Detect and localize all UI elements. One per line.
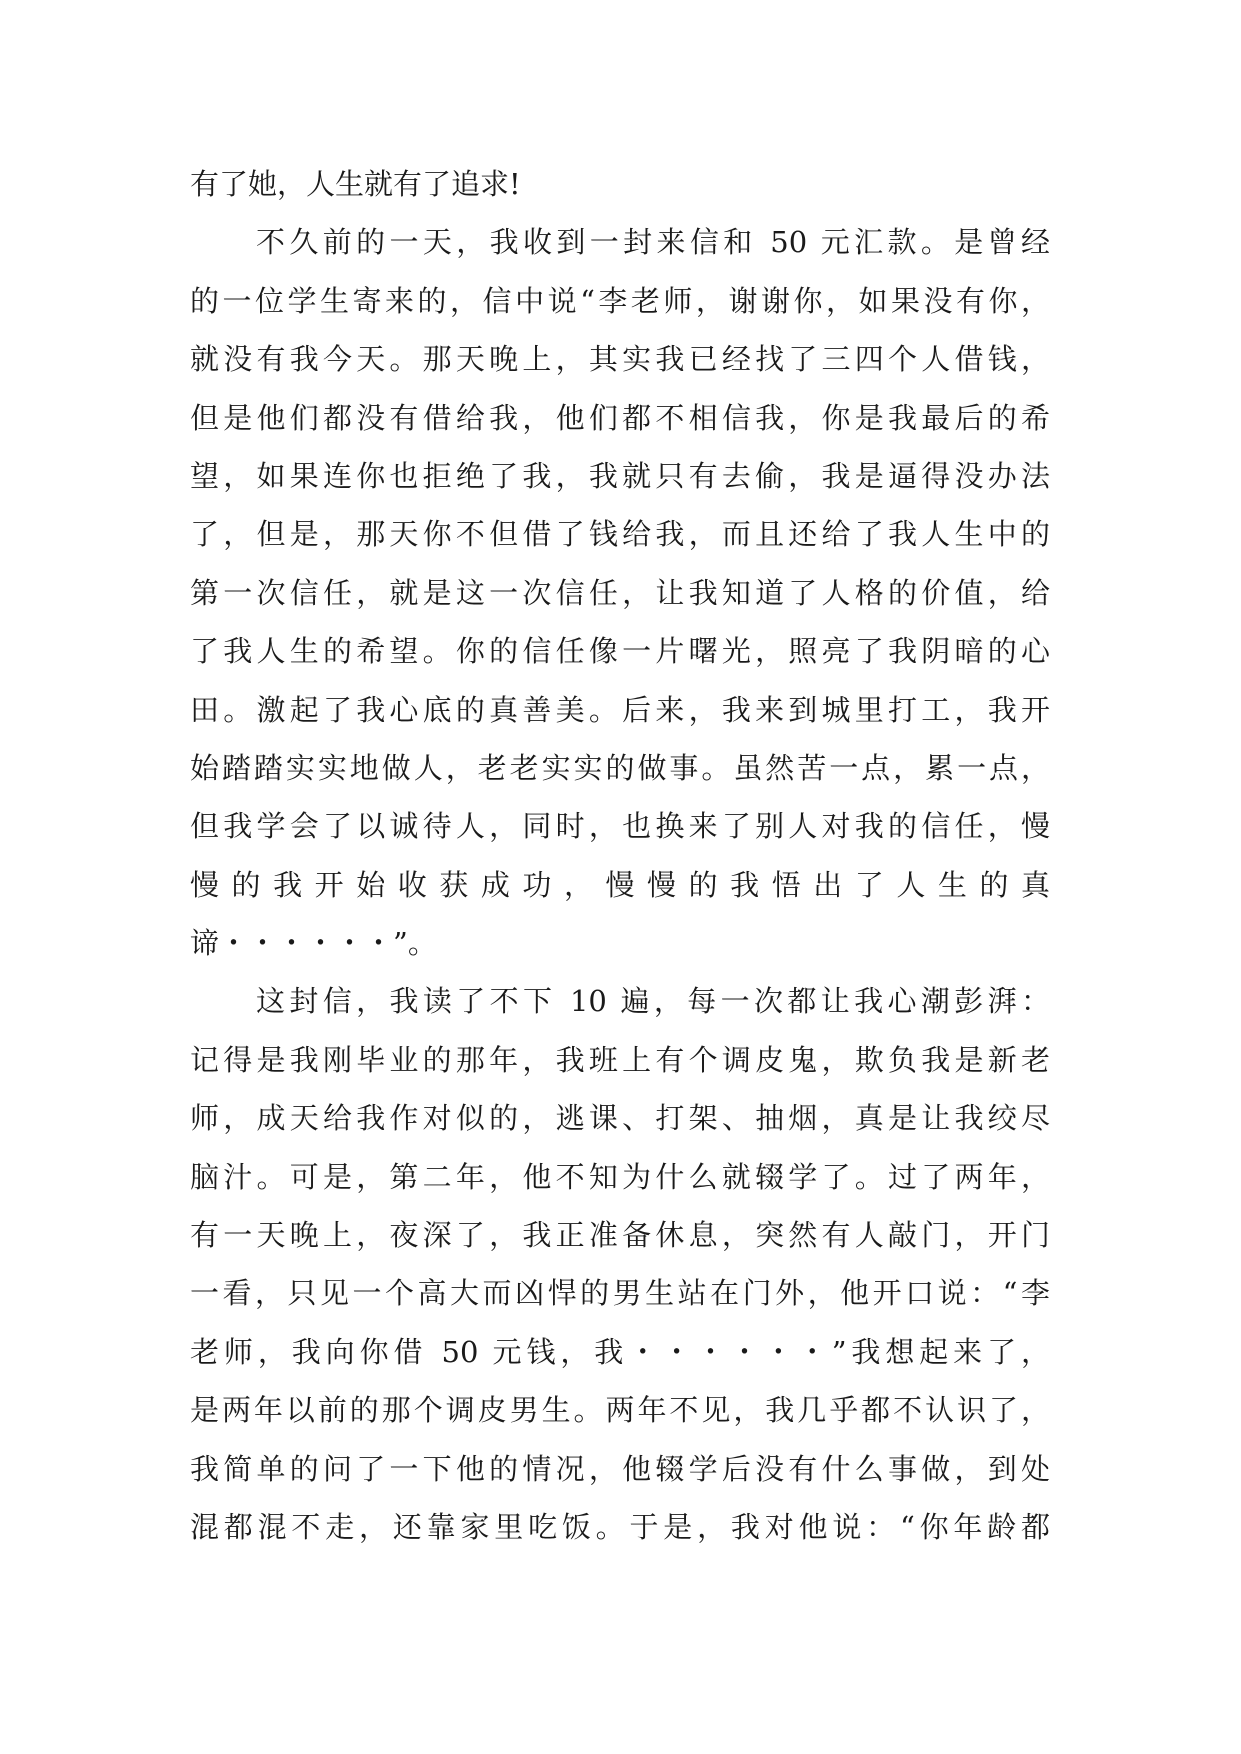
text-line: 这封信，我读了不下 10 遍，每一次都让我心潮彭湃： <box>256 984 1050 1019</box>
text-line: 有一天晚上，夜深了，我正准备休息，突然有人敲门，开门 <box>190 1218 1050 1253</box>
text-line: 是两年以前的那个调皮男生。两年不见，我几乎都不认识了， <box>190 1393 1050 1428</box>
text-line: 有了她，人生就有了追求! <box>190 167 521 201</box>
text-line: 了我人生的希望。你的信任像一片曙光，照亮了我阴暗的心 <box>190 634 1050 669</box>
text-line: 混都混不走，还靠家里吃饭。于是，我对他说：“你年龄都 <box>190 1509 1050 1544</box>
text-line: 慢 的 我 开 始 收 获 成 功 ， 慢 慢 的 我 悟 出 了 人 生 的 真 <box>190 867 1050 902</box>
text-line: 就没有我今天。那天晚上，其实我已经找了三四个人借钱， <box>190 342 1050 377</box>
text-line: 始踏踏实实地做人，老老实实的做事。虽然苦一点，累一点， <box>190 750 1050 785</box>
text-line: 老师，我向你借 50 元钱，我・・・・・・”我想起来了， <box>190 1334 1050 1369</box>
text-line: 但我学会了以诚待人，同时，也换来了别人对我的信任，慢 <box>190 809 1050 844</box>
text-line: 师，成天给我作对似的，逃课、打架、抽烟，真是让我绞尽 <box>190 1101 1050 1136</box>
text-line: 脑汁。可是，第二年，他不知为什么就辍学了。过了两年， <box>190 1159 1050 1194</box>
text-line: 望，如果连你也拒绝了我，我就只有去偷，我是逼得没办法 <box>190 458 1050 493</box>
text-line: 但是他们都没有借给我，他们都不相信我，你是我最后的希 <box>190 400 1050 435</box>
text-line: 一看，只见一个高大而凶悍的男生站在门外，他开口说：“李 <box>190 1276 1050 1311</box>
text-line: 了，但是，那天你不但借了钱给我，而且还给了我人生中的 <box>190 517 1050 552</box>
text-line: 田。激起了我心底的真善美。后来，我来到城里打工，我开 <box>190 692 1050 727</box>
text-line: 第一次信任，就是这一次信任，让我知道了人格的价值，给 <box>190 575 1050 610</box>
text-line: 我简单的问了一下他的情况，他辍学后没有什么事做，到处 <box>190 1451 1050 1486</box>
text-line: 谛・・・・・・”。 <box>190 926 437 961</box>
text-line: 记得是我刚毕业的那年，我班上有个调皮鬼，欺负我是新老 <box>190 1042 1050 1077</box>
body-text <box>190 155 1050 1556</box>
text-line: 不久前的一天，我收到一封来信和 50 元汇款。是曾经 <box>256 225 1050 260</box>
text-line: 的一位学生寄来的，信中说“李老师，谢谢你，如果没有你， <box>190 283 1050 318</box>
